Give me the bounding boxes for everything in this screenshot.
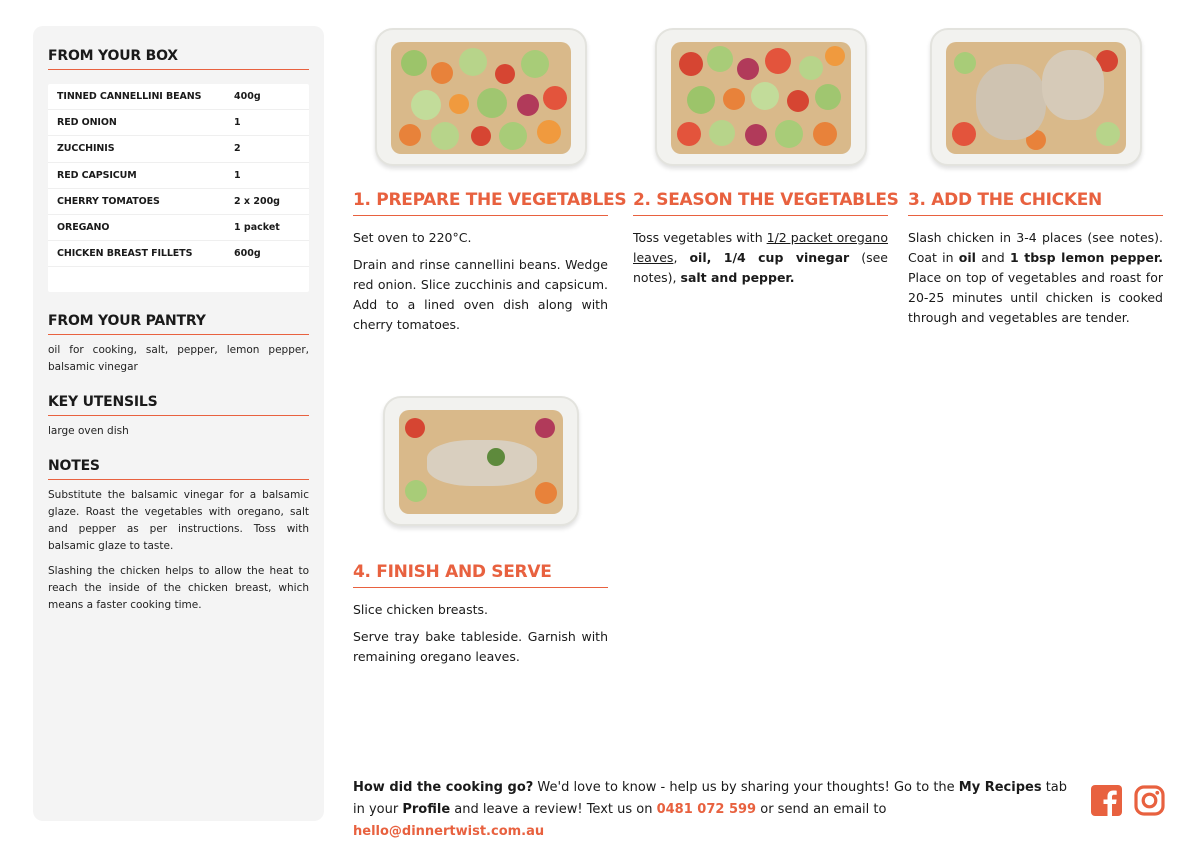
ingredient-name: OREGANO (57, 222, 110, 234)
ingredient-name: CHERRY TOMATOES (57, 195, 160, 207)
footer-text: and leave a review! Text us on (450, 802, 657, 817)
instagram-icon[interactable] (1134, 785, 1165, 820)
step-text: Slash chicken in 3-4 places (see notes). Coat in (908, 230, 1163, 265)
ingredient-qty: 1 (234, 117, 241, 129)
step-title: 1. PREPARE THE VEGETABLES (353, 190, 608, 216)
notes-section (48, 458, 309, 614)
email-link[interactable]: hello@dinnertwist.com.au (353, 824, 545, 839)
step-text-bold: salt and pepper. (680, 270, 795, 285)
notes-heading: NOTES (48, 458, 309, 480)
table-row (48, 163, 309, 189)
footer-text: or send an email to (756, 802, 887, 817)
note-text: Substitute the balsamic vinegar for a balsamic glaze. Roast the vegetables with oregano, salt and pepper as per instructions. Toss with balsamic glaze to taste. (48, 489, 309, 552)
note-text: Slashing the chicken helps to allow the heat to reach the inside of the chicken breast, which means a faster cooking time. (48, 565, 309, 611)
step-text-bold: oil (958, 250, 976, 265)
step-text: Place on top of vegetables and roast for 20-25 minutes until chicken is cooked through and vegetables are tender. (908, 270, 1163, 325)
step-body (908, 228, 1163, 328)
step-3 (908, 28, 1163, 328)
ingredient-name: RED ONION (57, 117, 117, 129)
ingredients-table (48, 84, 309, 292)
phone-link[interactable]: 0481 072 599 (656, 802, 757, 817)
ingredient-qty: 2 (234, 143, 241, 155)
step-text: , (673, 250, 690, 265)
step-body (353, 228, 608, 335)
step-4 (353, 396, 608, 667)
ingredient-qty: 1 packet (234, 222, 280, 234)
footer-text: We'd love to know - help us by sharing your thoughts! Go to the (533, 780, 959, 795)
facebook-icon[interactable] (1091, 785, 1122, 820)
ingredient-qty: 2 x 200g (234, 195, 280, 207)
step-title: 2. SEASON THE VEGETABLES (633, 190, 888, 216)
step-2-photo (655, 28, 867, 168)
step-text: Slice chicken breasts. (353, 602, 488, 617)
utensils-text: large oven dish (48, 425, 129, 437)
step-text: Drain and rinse cannellini beans. Wedge red onion. Slice zucchinis and capsicum. Add to a lined oven dish along with cherry tomatoes. (353, 257, 608, 332)
step-4-photo (383, 396, 579, 536)
step-body (633, 228, 888, 288)
ingredient-name: TINNED CANNELLINI BEANS (57, 91, 202, 103)
profile-label: Profile (402, 802, 451, 817)
table-row (48, 136, 309, 162)
my-recipes-label: My Recipes (958, 780, 1042, 795)
feedback-footer (353, 777, 1073, 843)
step-2 (633, 28, 899, 288)
step-body (353, 600, 608, 667)
step-text-bold: 1 tbsp lemon pepper. (1009, 250, 1163, 265)
step-1 (353, 28, 627, 335)
ingredient-name: CHICKEN BREAST FILLETS (57, 248, 193, 260)
ingredient-qty: 400g (234, 91, 261, 103)
box-heading: FROM YOUR BOX (48, 48, 309, 70)
step-title: 4. FINISH AND SERVE (353, 562, 608, 588)
table-row (48, 189, 309, 215)
pantry-heading: FROM YOUR PANTRY (48, 313, 309, 335)
footer-question: How did the cooking go? (353, 780, 534, 795)
step-text-underlined: 1/2 packet oregano leaves (633, 230, 888, 265)
table-row (48, 110, 309, 136)
ingredient-qty: 1 (234, 169, 241, 181)
table-row (48, 241, 309, 267)
step-1-photo (375, 28, 587, 168)
ingredient-name: ZUCCHINIS (57, 143, 115, 155)
utensils-heading: KEY UTENSILS (48, 394, 309, 416)
pantry-text: oil for cooking, salt, pepper, lemon pepper, balsamic vinegar (48, 344, 309, 373)
table-row (48, 84, 309, 110)
step-text: Toss vegetables with (633, 230, 767, 245)
ingredient-name: RED CAPSICUM (57, 169, 137, 181)
ingredient-qty: 600g (234, 248, 261, 260)
utensils-section (48, 394, 309, 440)
step-3-photo (930, 28, 1142, 168)
pantry-section (48, 313, 309, 376)
step-title: 3. ADD THE CHICKEN (908, 190, 1163, 216)
footer-text: tab in your (353, 780, 1068, 817)
step-text: Set oven to 220°C. (353, 230, 472, 245)
sidebar (33, 26, 324, 821)
step-text: and (975, 250, 1010, 265)
table-row (48, 215, 309, 241)
step-text: (see notes), (633, 250, 888, 285)
step-text: Serve tray bake tableside. Garnish with remaining oregano leaves. (353, 629, 608, 664)
step-text-bold: oil, 1/4 cup vinegar (689, 250, 850, 265)
